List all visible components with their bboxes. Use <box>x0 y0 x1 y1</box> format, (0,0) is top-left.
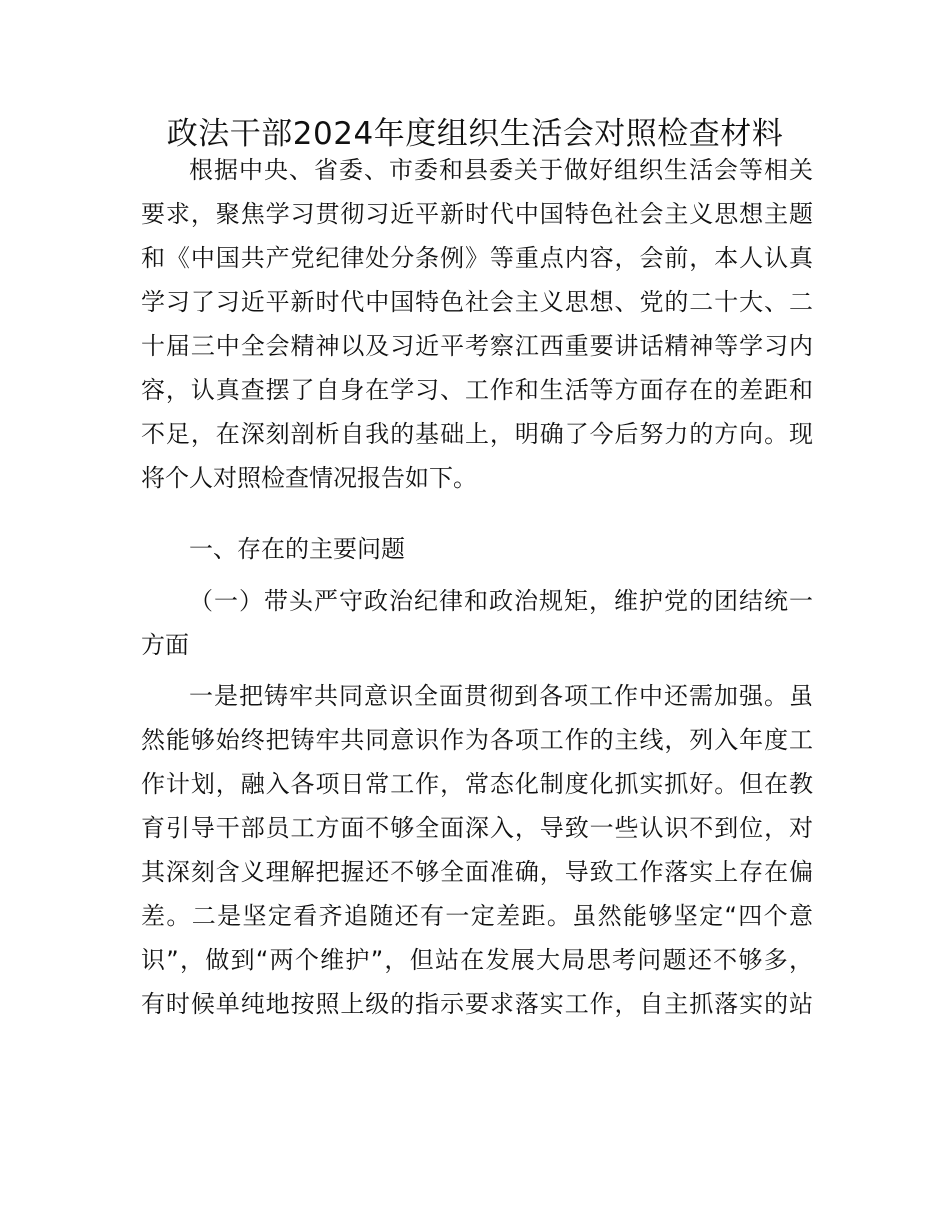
text-line: 和《中国共产党纪律处分条例》等重点内容，会前，本人认真 <box>141 244 813 272</box>
text-line: 容，认真查摆了自身在学习、工作和生活等方面存在的差距和 <box>141 376 813 404</box>
text-line: 差。二是坚定看齐追随还有一定差距。虽然能够坚定“四个意 <box>141 902 813 930</box>
text-line: 作计划，融入各项日常工作，常态化制度化抓实抓好。但在教 <box>141 770 813 798</box>
text-line: 育引导干部员工方面不够全面深入，导致一些认识不到位，对 <box>141 814 813 842</box>
subsection-heading <box>141 579 813 667</box>
section-heading-text: 一、存在的主要问题 <box>189 535 405 563</box>
body-paragraph <box>141 674 813 1026</box>
text-line: 要求，聚焦学习贯彻习近平新时代中国特色社会主义思想主题 <box>141 200 813 228</box>
text-line: 其深刻含义理解把握还不够全面准确，导致工作落实上存在偏 <box>141 858 813 886</box>
text-line: 有时候单纯地按照上级的指示要求落实工作，自主抓落实的站 <box>141 990 813 1018</box>
section-heading <box>141 527 813 571</box>
text-line: 十届三中全会精神以及习近平考察江西重要讲话精神等学习内 <box>141 332 813 360</box>
document-title: 政法干部2024年度组织生活会对照检查材料 <box>166 116 784 152</box>
text-line: 不足，在深刻剖析自我的基础上，明确了今后努力的方向。现 <box>141 420 813 448</box>
intro-paragraph <box>141 148 813 500</box>
subsection-heading-line: （一）带头严守政治纪律和政治规矩，维护党的团结统一 <box>189 587 813 615</box>
text-line: 根据中央、省委、市委和县委关于做好组织生活会等相关 <box>189 156 813 184</box>
subsection-heading-line: 方面 <box>141 631 189 659</box>
text-line: 然能够始终把铸牢共同意识作为各项工作的主线，列入年度工 <box>141 726 813 754</box>
text-line: 将个人对照检查情况报告如下。 <box>141 464 477 492</box>
text-line: 识”，做到“两个维护”，但站在发展大局思考问题还不够多， <box>141 946 813 974</box>
text-line: 一是把铸牢共同意识全面贯彻到各项工作中还需加强。虽 <box>189 682 813 710</box>
text-line: 学习了习近平新时代中国特色社会主义思想、党的二十大、二 <box>141 288 813 316</box>
